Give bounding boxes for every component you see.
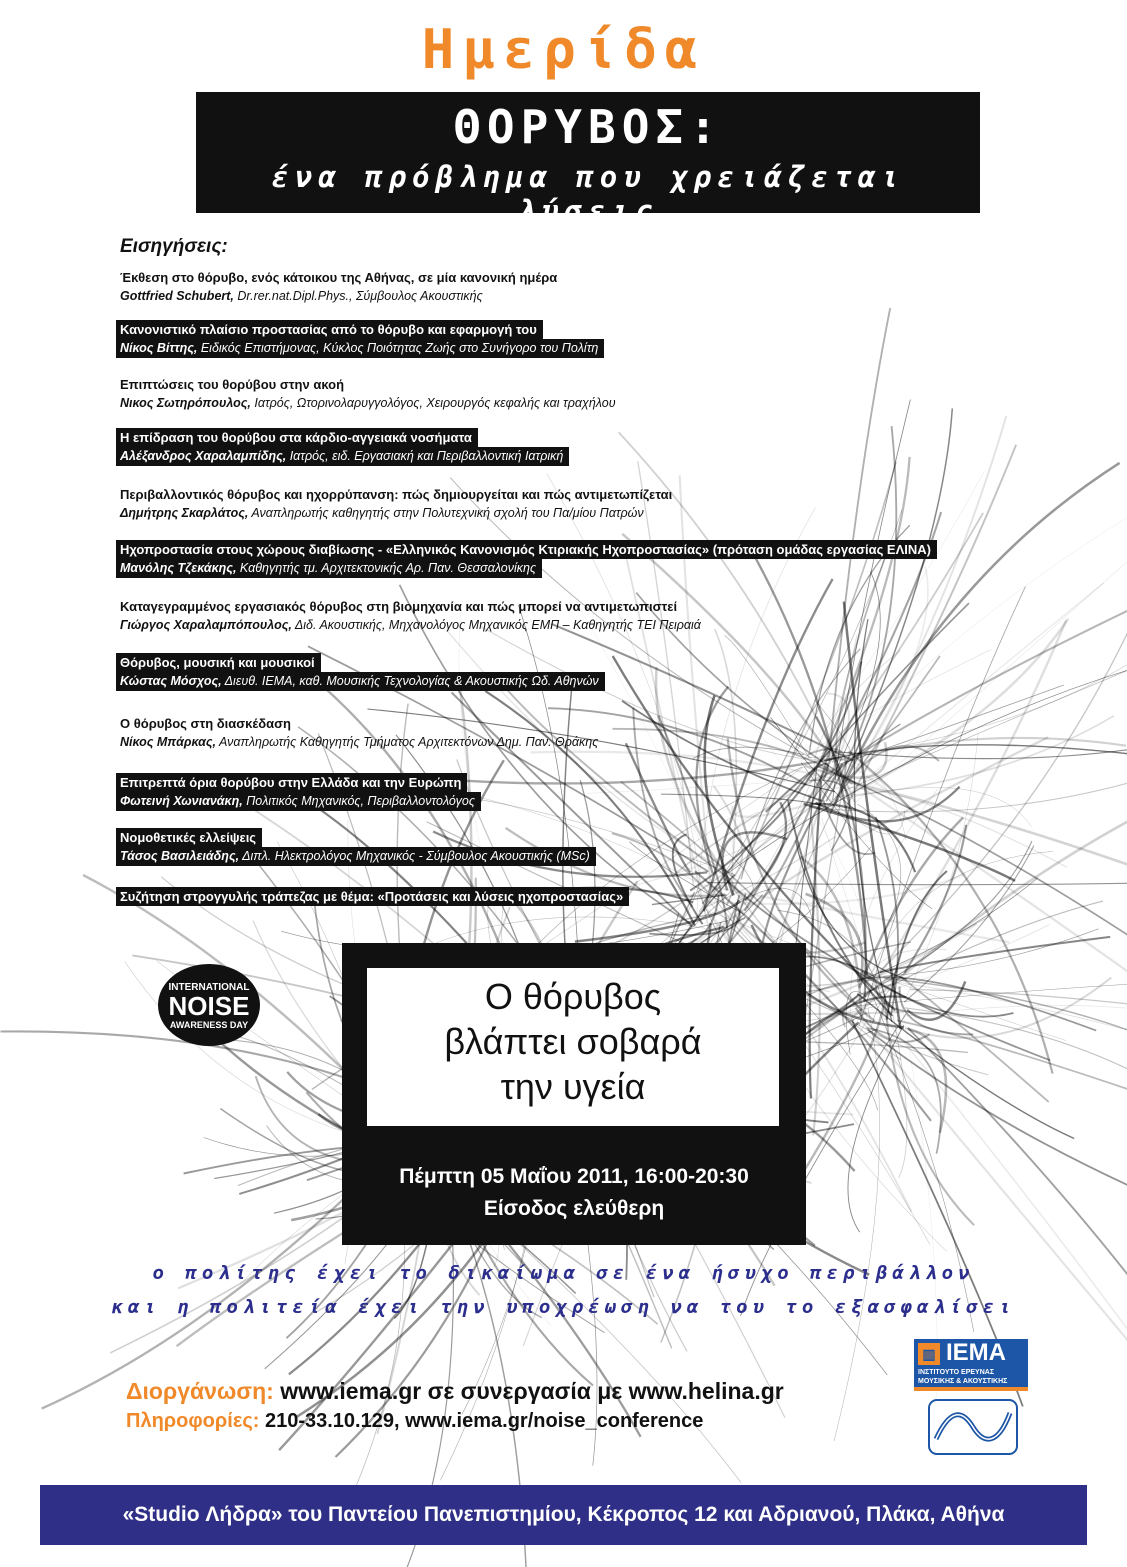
iema-logo-subtitle-1: ΙΝΣΤΙΤΟΥΤΟ ΕΡΕΥΝΑΣ [918, 1369, 995, 1376]
talk-speaker-line [116, 559, 542, 578]
talk-speaker: Νίκος Μπάρκας, [120, 735, 216, 749]
talk-item [116, 773, 481, 811]
noise-streak [819, 567, 1127, 779]
talk-title: Θόρυβος, μουσική και μουσικοί [116, 653, 321, 672]
talk-speaker-line [116, 447, 569, 466]
slogan-panel [367, 968, 779, 1126]
quote-line-1: ο πολίτης έχει το δικαίωμα σε ένα ήσυχο περιβάλλον [152, 1262, 975, 1284]
talk-title: Συζήτηση στρογγυλής τράπεζας με θέμα: «Προτάσεις και λύσεις ηχοπροστασίας» [116, 887, 629, 906]
talk-title: Ηχοπροστασία στους χώρους διαβίωσης - «Ελληνικός Κανονισμός Κτιριακής Ηχοπροστασίας» (πρόταση ομάδας εργασίας ΕΛΙΝΑ) [116, 540, 937, 559]
noise-logo-top-text: INTERNATIONAL [168, 982, 250, 993]
talk-title: Νομοθετικές ελλείψεις [116, 828, 262, 847]
iema-logo-name: IEMA [946, 1339, 1006, 1366]
noise-logo-middle-text: NOISE [168, 991, 250, 1021]
iema-logo-subtitle-2: ΜΟΥΣΙΚΗΣ & ΑΚΟΥΣΤΙΚΗΣ [918, 1378, 1008, 1385]
talk-role: Ιατρός, ειδ. Εργασιακή και Περιβαλλοντική Ιατρική [289, 449, 564, 463]
talk-role: Διευθ. ΙΕΜΑ, καθ. Μουσικής Τεχνολογίας & Ακουστικής Ωδ. Αθηνών [224, 674, 599, 688]
talk-speaker: Gottfried Schubert, [120, 289, 234, 303]
talk-title: Περιβαλλοντικός θόρυβος και ηχορρύπανση: πώς δημιουργείται και πώς αντιμετωπίζεται [120, 487, 673, 502]
organization-line [126, 1378, 784, 1405]
title-subtitle: ένα πρόβλημα που χρειάζεται λύσεις [271, 160, 905, 228]
talk-item [116, 268, 563, 306]
talk-speaker: Αλέξανδρος Χαραλαμπίδης, [120, 449, 287, 463]
talk-speaker: Τάσος Βασιλειάδης, [120, 849, 240, 863]
organization-text: www.iema.gr σε συνεργασία με www.helina.gr [280, 1378, 784, 1404]
info-text: 210-33.10.129, www.iema.gr/noise_conference [264, 1410, 704, 1432]
talk-speaker: Μανόλης Τζεκάκης, [120, 561, 237, 575]
quote-line-2: και η πολιτεία έχει την υποχρέωση να του το εξασφαλίσει [111, 1296, 1016, 1318]
talk-speaker: Δημήτρης Σκαρλάτος, [120, 506, 249, 520]
slogan-line-2: βλάπτει σοβαρά [444, 1021, 702, 1062]
talk-speaker-line [116, 847, 596, 866]
talk-role: Καθηγητής τμ. Αρχιτεκτονικής Αρ. Παν. Θεσσαλονίκης [239, 561, 537, 575]
talk-role: Αναπληρωτής καθηγητής στην Πολυτεχνική σχολή του Πα/μίου Πατρών [251, 506, 644, 520]
talk-speaker-line [116, 616, 707, 635]
talk-item [116, 597, 707, 635]
talk-role: Ειδικός Επιστήμονας, Κύκλος Ποιότητας Ζωής στο Συνήγορο του Πολίτη [200, 341, 599, 355]
title-box [196, 92, 980, 228]
noise-logo-bottom-text: AWARENESS DAY [169, 1020, 249, 1030]
talk-item [116, 714, 604, 752]
noise-streak [884, 978, 1127, 1096]
talk-speaker: Φωτεινή Χωνιανάκη, [120, 794, 243, 808]
talk-role: Ιατρός, Ωτορινολαρυγγολόγος, Χειρουργός κεφαλής και τραχήλου [254, 396, 616, 410]
talk-speaker: Γιώργος Χαραλαμπόπουλος, [120, 618, 292, 632]
talk-item [116, 375, 622, 413]
talk-item [116, 320, 604, 358]
event-date: Πέμπτη 05 Μαΐου 2011, 16:00-20:30 [399, 1165, 749, 1188]
talk-title: Ο θόρυβος στη διασκέδαση [120, 716, 291, 731]
slogan-box [342, 943, 806, 1245]
talk-title: Επιτρεπτά όρια θορύβου στην Ελλάδα και την Ευρώπη [116, 773, 467, 792]
talk-title: Η επίδραση του θορύβου στα κάρδιο-αγγειακά νοσήματα [116, 428, 478, 447]
noise-streak [897, 1020, 1127, 1107]
talk-title: Κανονιστικό πλαίσιο προστασίας από το θόρυβο και εφαρμογή του [116, 320, 543, 339]
event-entry: Είσοδος ελεύθερη [483, 1197, 665, 1220]
info-label: Πληροφορίες: [126, 1410, 260, 1432]
venue-bar: «Studio Λήδρα» του Παντείου Πανεπιστημίου, Κέκροπος 12 και Αδριανού, Πλάκα, Αθήνα [40, 1485, 1087, 1545]
info-line [126, 1410, 703, 1433]
noise-streak [834, 1008, 880, 1441]
noise-awareness-day-logo [156, 962, 262, 1048]
talk-speaker-line [116, 287, 489, 306]
talk-title: Επιπτώσεις του θορύβου στην ακοή [120, 377, 345, 392]
talk-speaker: Κώστας Μόσχος, [120, 674, 222, 688]
iema-mark-icon: ▥ [918, 1343, 940, 1365]
talk-role: Dr.rer.nat.Dipl.Phys., Σύμβουλος Ακουστικής [237, 289, 483, 303]
noise-streak [905, 978, 1111, 1038]
slogan-line-1: Ο θόρυβος [484, 976, 662, 1017]
title-main: ΘΟΡΥΒΟΣ: [453, 100, 723, 154]
talk-title: Καταγεγραμμένος εργασιακός θόρυβος στη βιομηχανία και πώς μπορεί να αντιμετωπιστεί [120, 599, 678, 614]
talk-role: Πολιτικός Μηχανικός, Περιβαλλοντολόγος [246, 794, 475, 808]
talk-item [116, 485, 678, 523]
noise-streak [707, 883, 1127, 885]
helina-logo [928, 1399, 1018, 1455]
talk-speaker-line [116, 733, 604, 752]
slogan-line-3: την υγεία [500, 1066, 646, 1107]
organization-label: Διοργάνωση: [126, 1378, 274, 1404]
talk-speaker-line [116, 339, 604, 358]
talk-item [116, 653, 605, 691]
talk-item [116, 540, 937, 578]
iema-logo [914, 1339, 1028, 1391]
talk-item [116, 887, 629, 906]
talk-speaker: Νίκος Βίττης, [120, 341, 198, 355]
iema-logo-bar [914, 1387, 1028, 1391]
talk-speaker-line [116, 394, 622, 413]
talk-speaker: Νικος Σωτηρόπουλος, [120, 396, 251, 410]
event-type-heading: Ημερίδα [421, 18, 706, 81]
talk-speaker-line [116, 672, 605, 691]
talk-speaker-line [116, 792, 481, 811]
noise-streak [417, 757, 841, 783]
talk-item [116, 428, 569, 466]
talk-role: Αναπληρωτής Καθηγητής Τμήματος Αρχιτεκτόνων Δημ. Παν. Θράκης [218, 735, 599, 749]
talk-role: Διπλ. Ηλεκτρολόγος Μηχανικός - Σύμβουλος Ακουστικής (MSc) [242, 849, 590, 863]
talk-role: Διδ. Ακουστικής, Μηχανολόγος Μηχανικός ΕΜΠ – Καθηγητής ΤΕΙ Πειραιά [294, 618, 701, 632]
talk-speaker-line [116, 504, 650, 523]
talk-item [116, 828, 596, 866]
talks-heading: Εισηγήσεις: [120, 236, 228, 257]
talk-title: Έκθεση στο θόρυβο, ενός κάτοικου της Αθήνας, σε μία κανονική ημέρα [120, 270, 558, 285]
